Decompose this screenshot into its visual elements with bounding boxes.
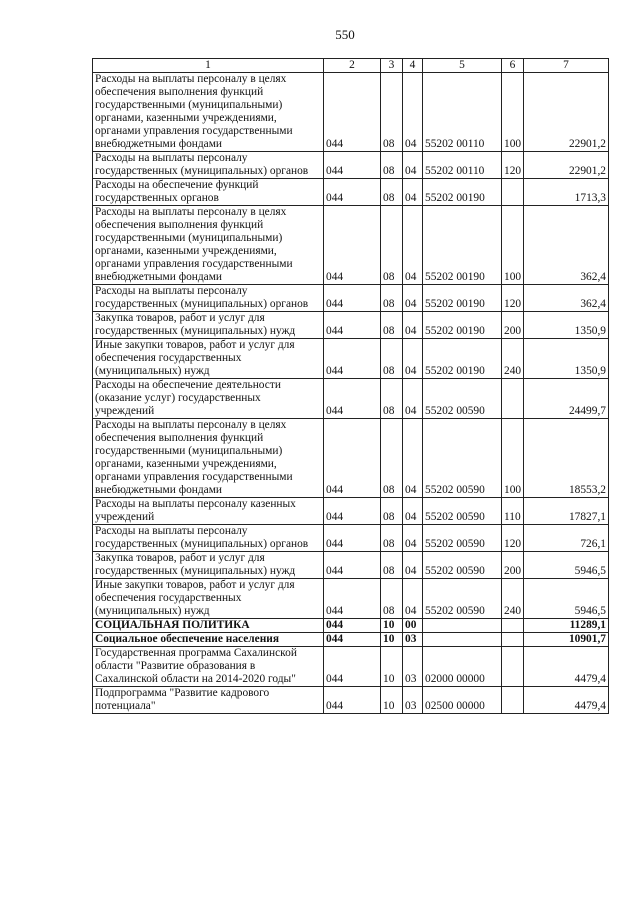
row-amount: 4479,4 — [524, 647, 609, 687]
row-target-article: 55202 00190 — [423, 206, 502, 285]
table-row — [93, 619, 609, 633]
row-section: 10 — [381, 687, 403, 714]
row-name: Закупка товаров, работ и услуг для государственных (муниципальных) нужд — [93, 312, 324, 339]
row-code-ministry: 044 — [324, 206, 381, 285]
row-amount: 22901,2 — [524, 152, 609, 179]
row-target-article: 55202 00110 — [423, 73, 502, 152]
table-row — [93, 647, 609, 687]
row-expense-type: 120 — [502, 285, 524, 312]
row-expense-type: 100 — [502, 419, 524, 498]
row-name: Расходы на обеспечение деятельности (оказание услуг) государственных учреждений — [93, 379, 324, 419]
table-row — [93, 525, 609, 552]
row-section: 10 — [381, 647, 403, 687]
row-name: Иные закупки товаров, работ и услуг для обеспечения государственных (муниципальных) нужд — [93, 339, 324, 379]
row-section: 10 — [381, 619, 403, 633]
table-row — [93, 379, 609, 419]
row-expense-type: 100 — [502, 73, 524, 152]
row-subsection: 04 — [403, 285, 423, 312]
row-target-article: 55202 00590 — [423, 552, 502, 579]
row-subsection: 04 — [403, 339, 423, 379]
row-name: Закупка товаров, работ и услуг для государственных (муниципальных) нужд — [93, 552, 324, 579]
row-expense-type — [502, 379, 524, 419]
row-code-ministry: 044 — [324, 647, 381, 687]
table-row — [93, 552, 609, 579]
row-name: Расходы на выплаты персоналу казенных учреждений — [93, 498, 324, 525]
row-expense-type — [502, 619, 524, 633]
row-amount: 1713,3 — [524, 179, 609, 206]
header-cell: 3 — [381, 59, 403, 73]
header-cell: 4 — [403, 59, 423, 73]
row-subsection: 04 — [403, 379, 423, 419]
row-section: 08 — [381, 285, 403, 312]
row-name: Расходы на выплаты персоналу в целях обеспечения выполнения функций государственными (муниципальными) органами, казенными учреждениями, органами управления государственными внебюджетными фондами — [93, 73, 324, 152]
row-expense-type: 120 — [502, 525, 524, 552]
row-expense-type — [502, 647, 524, 687]
row-section: 08 — [381, 498, 403, 525]
row-section: 08 — [381, 339, 403, 379]
row-code-ministry: 044 — [324, 525, 381, 552]
row-expense-type: 120 — [502, 152, 524, 179]
row-name: Государственная программа Сахалинской области "Развитие образования в Сахалинской области на 2014-2020 годы" — [93, 647, 324, 687]
row-name: Иные закупки товаров, работ и услуг для обеспечения государственных (муниципальных) нужд — [93, 579, 324, 619]
table-row — [93, 498, 609, 525]
row-subsection: 04 — [403, 312, 423, 339]
row-subsection: 04 — [403, 498, 423, 525]
row-subsection: 04 — [403, 579, 423, 619]
table-row — [93, 419, 609, 498]
row-amount: 5946,5 — [524, 579, 609, 619]
row-target-article: 55202 00190 — [423, 285, 502, 312]
row-section: 08 — [381, 552, 403, 579]
row-subsection: 04 — [403, 419, 423, 498]
table-row — [93, 633, 609, 647]
table-row — [93, 312, 609, 339]
row-target-article: 55202 00190 — [423, 339, 502, 379]
row-code-ministry: 044 — [324, 633, 381, 647]
header-cell: 1 — [93, 59, 324, 73]
row-target-article — [423, 619, 502, 633]
row-subsection: 04 — [403, 73, 423, 152]
row-code-ministry: 044 — [324, 285, 381, 312]
row-code-ministry: 044 — [324, 73, 381, 152]
row-target-article: 55202 00590 — [423, 525, 502, 552]
row-name: СОЦИАЛЬНАЯ ПОЛИТИКА — [93, 619, 324, 633]
row-code-ministry: 044 — [324, 619, 381, 633]
row-expense-type: 200 — [502, 312, 524, 339]
row-target-article: 55202 00590 — [423, 379, 502, 419]
row-name: Расходы на выплаты персоналу в целях обеспечения выполнения функций государственными (муниципальными) органами, казенными учреждениями, органами управления государственными внебюджетными фондами — [93, 206, 324, 285]
row-section: 08 — [381, 206, 403, 285]
row-subsection: 04 — [403, 179, 423, 206]
row-target-article: 55202 00110 — [423, 152, 502, 179]
table-row — [93, 179, 609, 206]
row-expense-type: 240 — [502, 579, 524, 619]
table-row — [93, 579, 609, 619]
row-code-ministry: 044 — [324, 312, 381, 339]
row-expense-type: 100 — [502, 206, 524, 285]
row-expense-type: 240 — [502, 339, 524, 379]
row-target-article: 02000 00000 — [423, 647, 502, 687]
row-subsection: 03 — [403, 633, 423, 647]
row-section: 08 — [381, 73, 403, 152]
row-name: Расходы на обеспечение функций государственных органов — [93, 179, 324, 206]
row-subsection: 04 — [403, 552, 423, 579]
row-expense-type — [502, 687, 524, 714]
row-amount: 18553,2 — [524, 419, 609, 498]
row-section: 08 — [381, 419, 403, 498]
row-code-ministry: 044 — [324, 339, 381, 379]
row-code-ministry: 044 — [324, 152, 381, 179]
row-target-article: 55202 00590 — [423, 419, 502, 498]
row-code-ministry: 044 — [324, 552, 381, 579]
row-amount: 24499,7 — [524, 379, 609, 419]
row-target-article — [423, 633, 502, 647]
table-row — [93, 152, 609, 179]
row-target-article: 55202 00190 — [423, 312, 502, 339]
row-amount: 1350,9 — [524, 339, 609, 379]
row-amount: 17827,1 — [524, 498, 609, 525]
row-code-ministry: 044 — [324, 687, 381, 714]
table-row — [93, 285, 609, 312]
row-subsection: 04 — [403, 206, 423, 285]
row-amount: 11289,1 — [524, 619, 609, 633]
row-section: 08 — [381, 579, 403, 619]
header-cell: 5 — [423, 59, 502, 73]
row-code-ministry: 044 — [324, 498, 381, 525]
row-expense-type — [502, 633, 524, 647]
row-amount: 10901,7 — [524, 633, 609, 647]
row-subsection: 04 — [403, 152, 423, 179]
table-row — [93, 687, 609, 714]
row-name: Расходы на выплаты персоналу государственных (муниципальных) органов — [93, 285, 324, 312]
table-header-row — [93, 59, 609, 73]
row-subsection: 04 — [403, 525, 423, 552]
row-section: 08 — [381, 525, 403, 552]
header-cell: 2 — [324, 59, 381, 73]
row-name: Расходы на выплаты персоналу в целях обеспечения выполнения функций государственными (муниципальными) органами, казенными учреждениями, органами управления государственными внебюджетными фондами — [93, 419, 324, 498]
row-amount: 362,4 — [524, 206, 609, 285]
row-name: Расходы на выплаты персоналу государственных (муниципальных) органов — [93, 525, 324, 552]
row-expense-type: 200 — [502, 552, 524, 579]
row-section: 08 — [381, 152, 403, 179]
row-target-article: 55202 00590 — [423, 579, 502, 619]
table-row — [93, 73, 609, 152]
row-amount: 1350,9 — [524, 312, 609, 339]
row-amount: 726,1 — [524, 525, 609, 552]
row-target-article: 55202 00190 — [423, 179, 502, 206]
row-section: 08 — [381, 379, 403, 419]
header-cell: 6 — [502, 59, 524, 73]
row-amount: 22901,2 — [524, 73, 609, 152]
row-name: Социальное обеспечение населения — [93, 633, 324, 647]
row-amount: 362,4 — [524, 285, 609, 312]
row-subsection: 00 — [403, 619, 423, 633]
row-expense-type: 110 — [502, 498, 524, 525]
page-number: 550 — [335, 27, 355, 42]
row-expense-type — [502, 179, 524, 206]
row-amount: 4479,4 — [524, 687, 609, 714]
row-section: 08 — [381, 312, 403, 339]
row-target-article: 55202 00590 — [423, 498, 502, 525]
table-row — [93, 206, 609, 285]
row-name: Подпрограмма "Развитие кадрового потенциала" — [93, 687, 324, 714]
row-section: 10 — [381, 633, 403, 647]
row-name: Расходы на выплаты персоналу государственных (муниципальных) органов — [93, 152, 324, 179]
table-row — [93, 339, 609, 379]
budget-table — [92, 58, 609, 714]
row-code-ministry: 044 — [324, 579, 381, 619]
row-code-ministry: 044 — [324, 379, 381, 419]
row-subsection: 03 — [403, 647, 423, 687]
row-section: 08 — [381, 179, 403, 206]
header-cell: 7 — [524, 59, 609, 73]
row-amount: 5946,5 — [524, 552, 609, 579]
row-code-ministry: 044 — [324, 419, 381, 498]
row-code-ministry: 044 — [324, 179, 381, 206]
row-subsection: 03 — [403, 687, 423, 714]
row-target-article: 02500 00000 — [423, 687, 502, 714]
